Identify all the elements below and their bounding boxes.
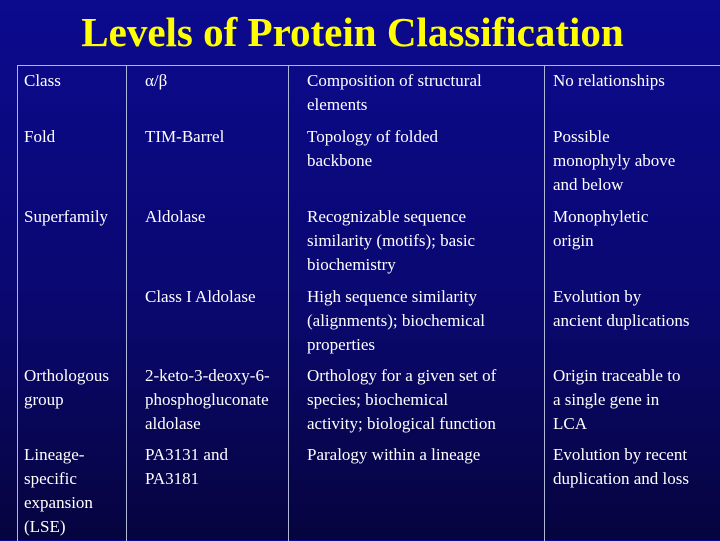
slide-title: Levels of Protein Classification [81,9,624,55]
level-cell: Class [24,71,61,90]
level-cell: Lineage- specific expansion (LSE) [24,445,93,536]
column-divider [288,66,289,541]
criterion-cell: Recognizable sequence similarity (motifs); basic biochemistry [307,207,476,274]
example-cell: Aldolase [145,207,206,226]
criterion-cell: High sequence similarity (alignments); biochemical properties [307,287,485,354]
implication-cell: Origin traceable to a single gene in LCA [553,366,681,433]
criterion-cell: Composition of structural elements [307,71,482,114]
implication-cell: Monophyletic origin [553,207,649,250]
level-cell [18,282,126,285]
level-cell: Fold [24,127,56,146]
example-cell: 2-keto-3-deoxy-6- phosphogluconate aldolase [145,366,270,433]
example-cell: α/β [145,71,168,90]
implication-cell: Possible monophyly above and below [553,127,676,194]
column-divider [126,66,127,541]
implication-cell: Evolution by ancient duplications [553,287,690,330]
example-cell: Class I Aldolase [145,287,256,306]
implication-cell: Evolution by recent duplication and loss [553,445,689,488]
implication-cell: No relationships [553,71,665,90]
example-cell: TIM-Barrel [145,127,225,146]
level-cell: Superfamily [24,207,109,226]
criterion-cell: Paralogy within a lineage [307,445,481,464]
column-divider [544,66,545,541]
criterion-cell: Orthology for a given set of species; biochemical activity; biological function [307,366,497,433]
criterion-cell: Topology of folded backbone [307,127,439,170]
example-cell: PA3131 and PA3181 [145,445,228,488]
classification-table [17,65,720,541]
level-cell: Orthologous group [24,366,109,409]
